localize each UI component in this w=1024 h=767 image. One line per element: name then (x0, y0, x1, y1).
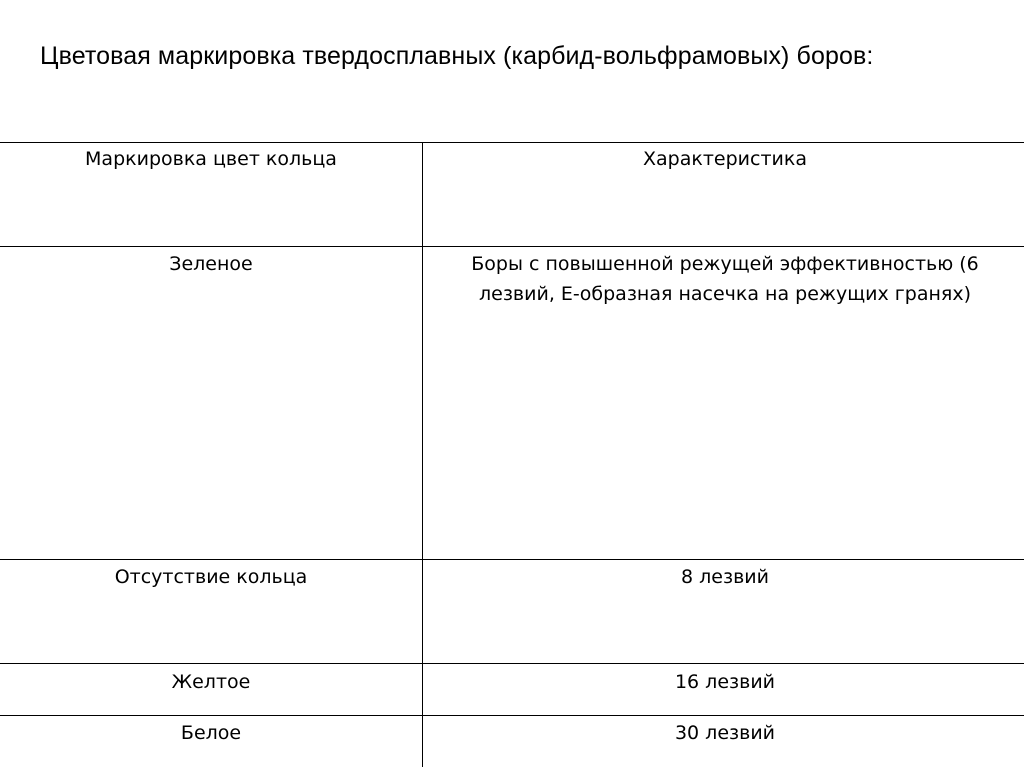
table-cell-marking: Белое (180, 722, 242, 744)
table-cell-marking: Отсутствие кольца (114, 566, 308, 588)
row-divider (0, 559, 1024, 560)
page-title: Цветовая маркировка твердосплавных (карбид-вольфрамовых) боров: (40, 42, 874, 70)
column-header-marking: Маркировка цвет кольца (85, 148, 337, 170)
table-cell-characteristic: 16 лезвий (674, 671, 776, 693)
row-divider (0, 715, 1024, 716)
table-top-border (0, 142, 1024, 143)
table-cell-characteristic: Боры с повышенной режущей эффективностью (6 лезвий, Е-образная насечка на режущих гранях) (471, 253, 979, 305)
table-cell-characteristic: 30 лезвий (674, 722, 776, 744)
table-cell-marking: Зеленое (169, 253, 253, 275)
header-divider (0, 246, 1024, 247)
table-cell-characteristic: 8 лезвий (681, 566, 769, 588)
column-divider (422, 142, 423, 767)
column-header-characteristic: Характеристика (643, 148, 807, 170)
table-cell-marking: Желтое (171, 671, 251, 693)
row-divider (0, 663, 1024, 664)
